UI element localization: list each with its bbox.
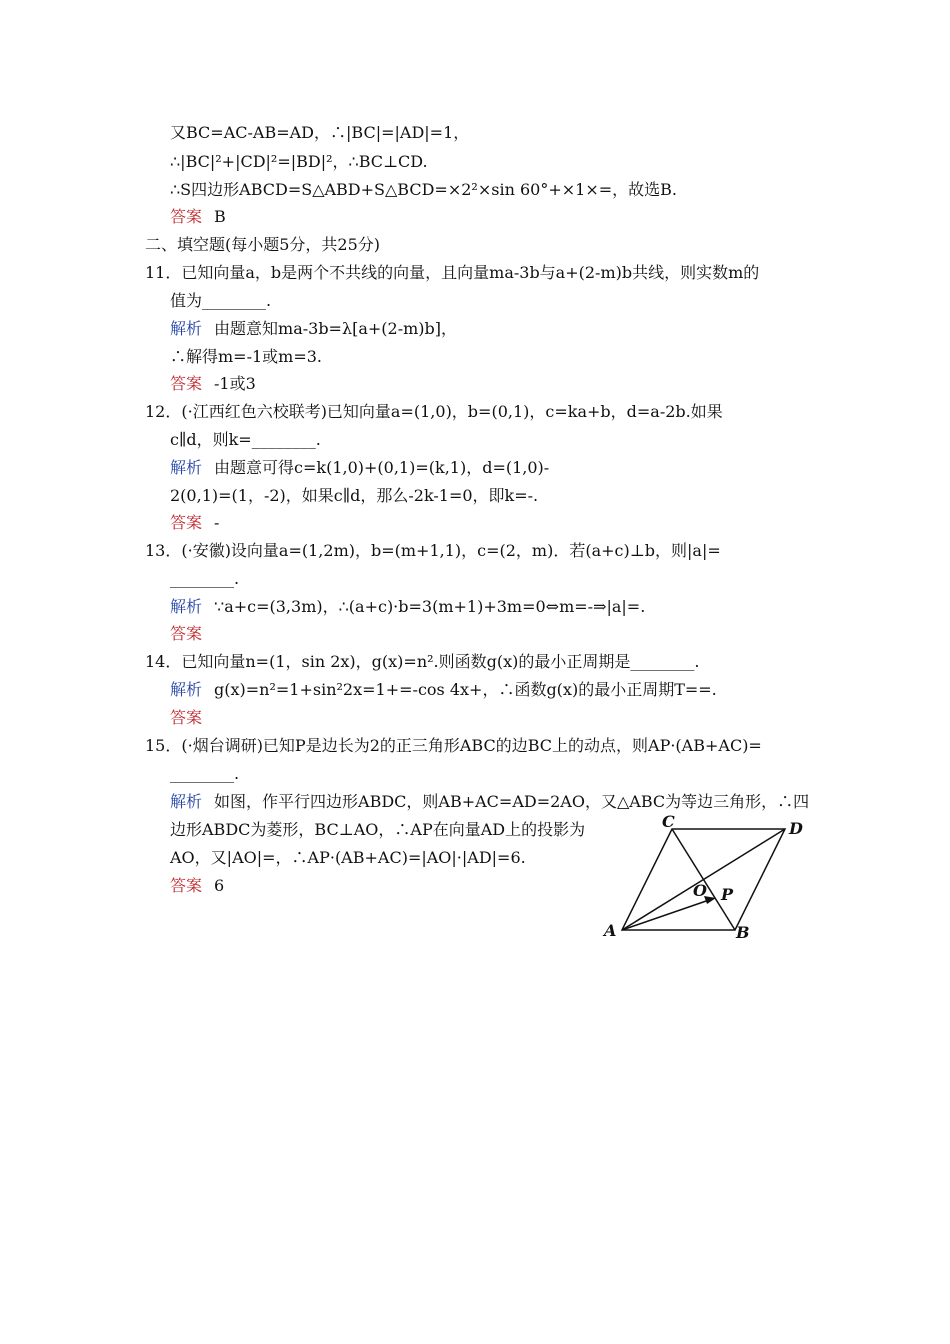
text-line bbox=[170, 374, 256, 394]
line-text: - bbox=[214, 513, 220, 532]
label-p: P bbox=[721, 885, 734, 904]
text-line bbox=[170, 848, 526, 868]
text-line bbox=[170, 291, 271, 311]
line-text: 二、填空题(每小题5分，共25分) bbox=[145, 235, 381, 254]
label-d: D bbox=[789, 819, 803, 838]
line-text: 由题意可得c=k(1,0)+(0,1)=(k,1)，d=(1,0)- bbox=[214, 458, 550, 477]
text-line bbox=[170, 430, 321, 450]
text-line bbox=[170, 597, 645, 617]
line-text: 6 bbox=[214, 876, 225, 895]
text-line bbox=[145, 402, 723, 422]
line-text: ________. bbox=[170, 764, 240, 783]
text-line bbox=[170, 708, 214, 728]
diagonal-bc bbox=[672, 829, 735, 930]
line-text: ∴S四边形ABCD=S△ABD+S△BCD=×2²×sin 60°+×1×=，故选B. bbox=[170, 180, 677, 199]
text-line bbox=[170, 319, 457, 339]
text-line bbox=[170, 764, 239, 784]
text-line bbox=[170, 486, 538, 506]
line-text: -1或3 bbox=[214, 374, 256, 393]
line-text: ∴|BC|²+|CD|²=|BD|²，∴BC⊥CD. bbox=[170, 152, 428, 171]
text-line bbox=[170, 792, 809, 812]
line-text: 又BC=AC-AB=AD，∴|BC|=|AD|=1， bbox=[170, 123, 470, 142]
line-text: ∵a+c=(3,3m)，∴(a+c)·b=3(m+1)+3m=0⇔m=-⇒|a|=. bbox=[214, 597, 646, 616]
text-line bbox=[170, 180, 677, 200]
text-line bbox=[145, 652, 699, 672]
line-text: 由题意知ma-3b=λ[a+(2-m)b]， bbox=[214, 319, 458, 338]
line-text: 2(0,1)=(1，-2)，如果c∥d，那么-2k-1=0，即k=-. bbox=[170, 486, 539, 505]
line-text: B bbox=[214, 207, 226, 226]
text-line bbox=[170, 569, 239, 589]
text-line bbox=[145, 736, 762, 756]
text-line bbox=[170, 347, 322, 367]
line-text: 13．(·安徽)设向量a=(1,2m)，b=(m+1,1)，c=(2，m)．若(a+c)⊥b，则|a|= bbox=[145, 541, 721, 560]
answer-label: 答案 bbox=[170, 708, 203, 727]
label-c: C bbox=[662, 812, 675, 831]
analysis-label: 解析 bbox=[170, 319, 203, 338]
text-line bbox=[145, 263, 759, 283]
answer-label: 答案 bbox=[170, 624, 203, 643]
text-line bbox=[170, 123, 469, 143]
line-text: 边形ABDC为菱形，BC⊥AO，∴AP在向量AD上的投影为 bbox=[170, 820, 586, 839]
text-line bbox=[170, 207, 226, 227]
text-line bbox=[170, 820, 585, 840]
answer-label: 答案 bbox=[170, 374, 203, 393]
rhombus-diagram bbox=[600, 812, 815, 942]
line-text: 如图，作平行四边形ABDC，则AB+AC=AD=2AO，又△ABC为等边三角形，∴四 bbox=[214, 792, 810, 811]
label-o: O bbox=[693, 881, 707, 900]
text-line bbox=[170, 458, 549, 478]
line-text: ________. bbox=[170, 569, 240, 588]
text-line bbox=[170, 680, 717, 700]
text-line bbox=[145, 541, 721, 561]
label-b: B bbox=[736, 923, 750, 942]
line-text: 14．已知向量n=(1，sin 2x)，g(x)=n².则函数g(x)的最小正周期是________. bbox=[145, 652, 700, 671]
label-a: A bbox=[604, 921, 617, 940]
text-line bbox=[145, 235, 380, 255]
text-line bbox=[170, 624, 214, 644]
text-line bbox=[170, 152, 428, 172]
answer-label: 答案 bbox=[170, 513, 203, 532]
line-text: c∥d，则k=________. bbox=[170, 430, 321, 449]
analysis-label: 解析 bbox=[170, 680, 203, 699]
line-text: 值为________. bbox=[170, 291, 272, 310]
answer-label: 答案 bbox=[170, 207, 203, 226]
line-text: g(x)=n²=1+sin²2x=1+=-cos 4x+，∴函数g(x)的最小正周期T==. bbox=[214, 680, 717, 699]
line-text: 12．(·江西红色六校联考)已知向量a=(1,0)，b=(0,1)，c=ka+b，d=a-2b.如果 bbox=[145, 402, 723, 421]
analysis-label: 解析 bbox=[170, 792, 203, 811]
line-text: 15．(·烟台调研)已知P是边长为2的正三角形ABC的边BC上的动点，则AP·(AB+AC)= bbox=[145, 736, 762, 755]
analysis-label: 解析 bbox=[170, 597, 203, 616]
text-line bbox=[170, 876, 224, 896]
line-text: AO，又|AO|=，∴AP·(AB+AC)=|AO|·|AD|=6. bbox=[170, 848, 526, 867]
analysis-label: 解析 bbox=[170, 458, 203, 477]
line-text: 11．已知向量a，b是两个不共线的向量，且向量ma-3b与a+(2-m)b共线，则实数m的 bbox=[145, 263, 760, 282]
answer-label: 答案 bbox=[170, 876, 203, 895]
line-text: ∴解得m=-1或m=3. bbox=[170, 347, 323, 366]
text-line bbox=[170, 513, 219, 533]
